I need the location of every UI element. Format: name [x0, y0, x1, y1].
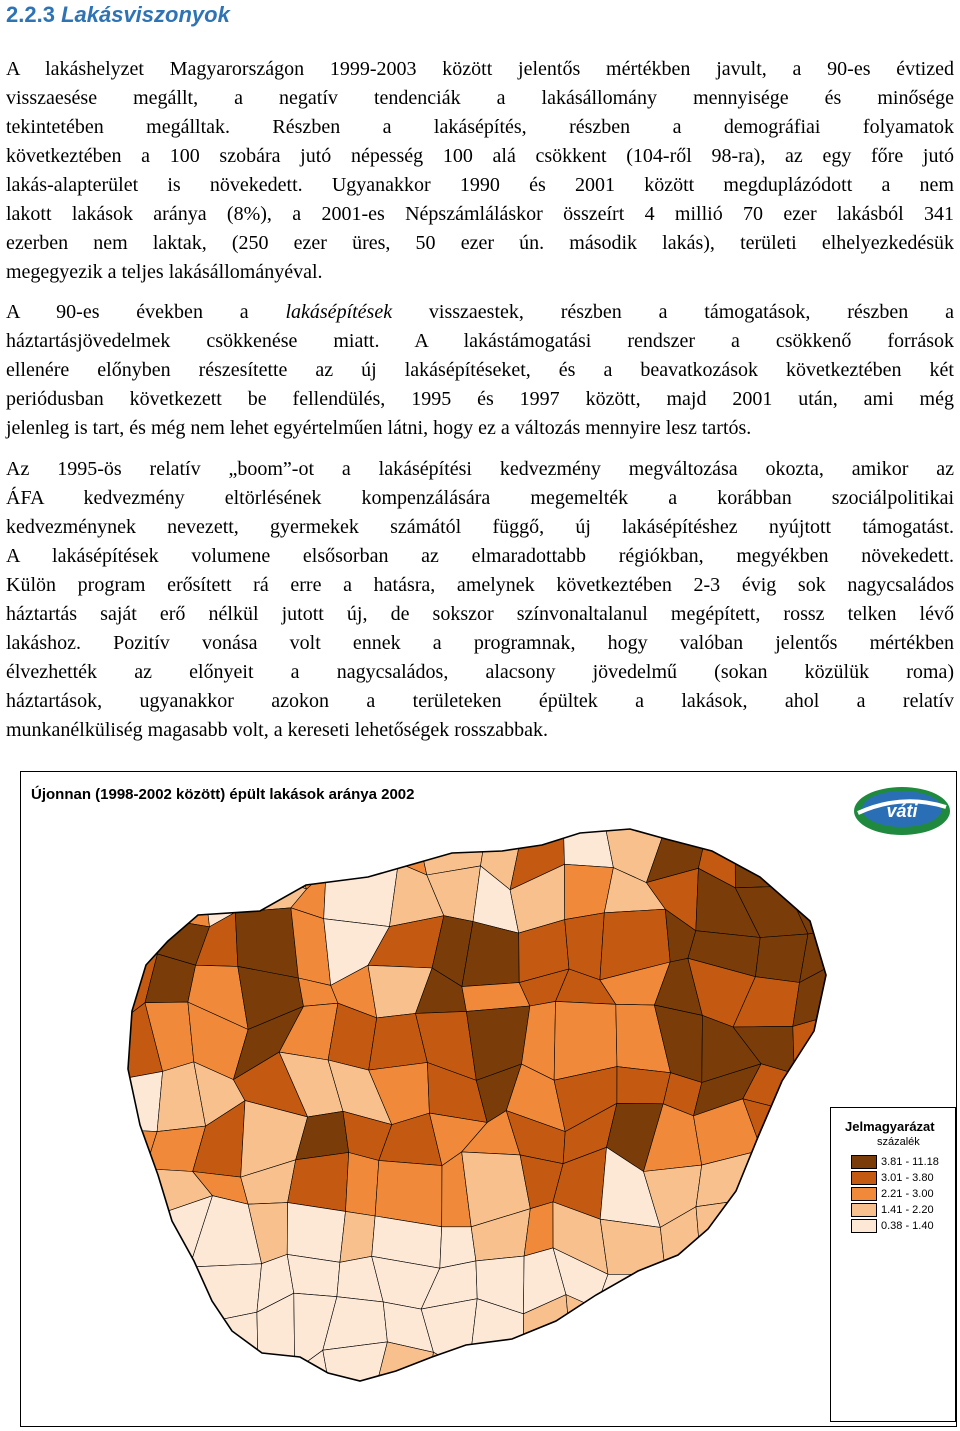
- text-line: [6, 298, 954, 327]
- map-title: Újonnan (1998-2002 között) épült lakások aránya 2002: [31, 786, 415, 803]
- map-region: [110, 862, 161, 919]
- paragraph-housing-construction: [6, 298, 954, 443]
- map-region: [203, 825, 236, 873]
- text-line: háztartás saját erő nélkül jutott új, de sokszor színvonaltalanul megépített, rossz telken lévő: [6, 603, 954, 625]
- map-region: [110, 1300, 145, 1370]
- vati-logo: [850, 783, 954, 839]
- text-line: Külön program erősített rá erre a hatásra, amelynek következtében 2-3 évig sok nagycsaládos: [6, 574, 954, 596]
- map-region: [110, 1340, 151, 1405]
- legend-label: 0.38 - 1.40: [881, 1219, 934, 1232]
- text-line: ÁFA kedvezmény eltörlésének kompenzálására megemelték a korábban szociálpolitikai: [6, 487, 954, 509]
- logo-text: váti: [886, 801, 918, 821]
- map-region: [287, 1203, 345, 1263]
- text-line: periódusban következett be fellendülés, 1995 és 1997 között, majd 2001 után, ami még: [6, 388, 954, 410]
- text-line: kedvezménynek nevezett, gyermekek számától függő, új lakásépítéshez nyújtott támogatást.: [6, 516, 954, 538]
- legend-item: [851, 1154, 939, 1169]
- map-region: [645, 1348, 703, 1405]
- emphasis-term: lakásépítések: [285, 301, 393, 323]
- map-region: [596, 1274, 666, 1308]
- map-region: [743, 1200, 808, 1255]
- legend-item: [851, 1170, 934, 1185]
- map-region: [600, 1219, 665, 1274]
- legend-label: 2.21 - 3.00: [881, 1187, 934, 1200]
- map-region: [110, 825, 161, 864]
- map-region: [236, 1365, 295, 1405]
- text-line: megegyezik a teljes lakásállományéval.: [6, 261, 323, 283]
- map-region: [689, 1348, 761, 1405]
- map-region: [702, 1246, 747, 1302]
- text-line: jelenleg is tart, és még nem lehet egyértelműen látni, hogy ez a változás mennyire lesz tartós.: [6, 417, 752, 439]
- map-region: [743, 1150, 808, 1216]
- legend-swatch: [851, 1171, 877, 1185]
- map-region: [141, 1303, 212, 1373]
- map-region: [110, 1129, 157, 1169]
- map-region: [755, 934, 808, 983]
- map-region: [749, 1358, 800, 1405]
- map-region: [617, 1067, 671, 1104]
- text-line: lakás-alapterület is növekedett. Ugyanakkor 1990 és 2001 között megduplázódott a nem: [6, 174, 954, 196]
- text-line: lakott lakások aránya (8%), a 2001-es Népszámláláskor összeírt 4 millió 70 ezer lakásból 341: [6, 203, 954, 225]
- legend-item: [851, 1218, 934, 1233]
- map-region: [110, 1071, 163, 1131]
- legend-label: 1.41 - 2.20: [881, 1203, 934, 1216]
- text-fragment: A 90-es években a: [6, 301, 286, 323]
- section-number: 2.2.3: [6, 2, 55, 27]
- map-region: [786, 825, 840, 886]
- map-region: [656, 1272, 707, 1295]
- map-region: [346, 1153, 379, 1217]
- legend-swatch: [851, 1155, 877, 1169]
- text-line: A lakáshelyzet Magyarországon 1999-2003 között jelentős mértékben javult, a 90-es évtized: [6, 58, 954, 80]
- text-line: ezerben nem laktak, (250 ezer üres, 50 ezer ún. második lakás), területi elhelyezkedésük: [6, 232, 954, 254]
- text-line: tekintetében megálltak. Részben a lakásépítés, részben a demográfiai folyamatok: [6, 116, 954, 138]
- map-legend: [830, 1107, 956, 1422]
- map-region: [736, 1302, 796, 1372]
- map-region: [145, 1340, 212, 1405]
- text-line: visszaesése megállt, a negatív tendenciák a lakásállomány mennyisége és minősége: [6, 87, 954, 109]
- map-region: [560, 1348, 622, 1405]
- map-region: [288, 1153, 349, 1212]
- legend-title: Jelmagyarázat: [845, 1119, 935, 1134]
- text-line: következtében a 100 szobára jutó népesség 100 alá csökkent (104-ről 98-ra), az egy főre jutó: [6, 145, 954, 167]
- text-line: munkanélküliség magasabb volt, a kereseti lehetőségek rosszabbak.: [6, 719, 549, 741]
- map-region: [284, 825, 336, 889]
- hungary-map: [110, 825, 840, 1405]
- paragraph-boom-1995: [6, 455, 954, 745]
- map-region: [326, 825, 398, 871]
- map-region: [421, 1299, 477, 1372]
- text-line: A lakásépítések volumene elsősorban az elmaradottabb régiókban, megyékben növekedett.: [6, 545, 954, 567]
- map-region: [159, 862, 210, 927]
- legend-unit: százalék: [877, 1136, 920, 1148]
- county-regions: [110, 825, 840, 1405]
- map-region: [188, 1365, 258, 1405]
- section-heading: [6, 0, 230, 30]
- map-region: [235, 825, 307, 889]
- map-region: [424, 1352, 469, 1405]
- paragraph-housing-situation: [6, 55, 954, 287]
- map-region: [596, 1292, 656, 1351]
- text-line: háztartások, ugyanakkor azokon a területeken épültek a lakások, ahol a relatív: [6, 690, 954, 712]
- section-title: Lakásviszonyok: [61, 2, 230, 27]
- map-region: [340, 1211, 375, 1262]
- text-line: Az 1995-ös relatív „boom”-ot a lakásépítési kedvezmény megváltozása okozta, amikor az: [6, 458, 954, 480]
- legend-swatch: [851, 1187, 877, 1201]
- text-line: ellenére előnyben részesítette az új lakásépítéseket, és a beavatkozások következtében két: [6, 359, 954, 381]
- text-line: élvezhették az előnyeit a nagycsaládos, alacsony jövedelmű (sokan közülük roma): [6, 661, 954, 683]
- legend-item: [851, 1202, 934, 1217]
- text-line: lakáshoz. Pozitív vonása volt ennek a programnak, hogy valóban jelentős mértékben: [6, 632, 954, 654]
- legend-label: 3.81 - 11.18: [881, 1155, 939, 1168]
- map-region: [462, 1345, 523, 1405]
- text-line: háztartásjövedelmek csökkenése miatt. A lakástámogatási rendszer a csökkenő források: [6, 330, 954, 352]
- legend-item: [851, 1186, 934, 1201]
- map-region: [110, 1196, 149, 1267]
- map-region: [596, 1348, 656, 1405]
- map-region: [110, 1263, 149, 1303]
- text-fragment: visszaestek, részben a támogatások, részben a: [392, 301, 954, 323]
- map-region: [735, 825, 794, 888]
- map-region: [689, 1295, 749, 1358]
- map-region: [736, 1246, 807, 1314]
- legend-swatch: [851, 1203, 877, 1217]
- legend-label: 3.01 - 3.80: [881, 1171, 934, 1184]
- map-region: [110, 1160, 146, 1220]
- map-region: [155, 825, 203, 873]
- map-region: [645, 1292, 707, 1351]
- map-region: [518, 1345, 572, 1405]
- legend-swatch: [851, 1219, 877, 1233]
- map-region: [141, 1263, 196, 1325]
- map-region: [375, 1161, 442, 1227]
